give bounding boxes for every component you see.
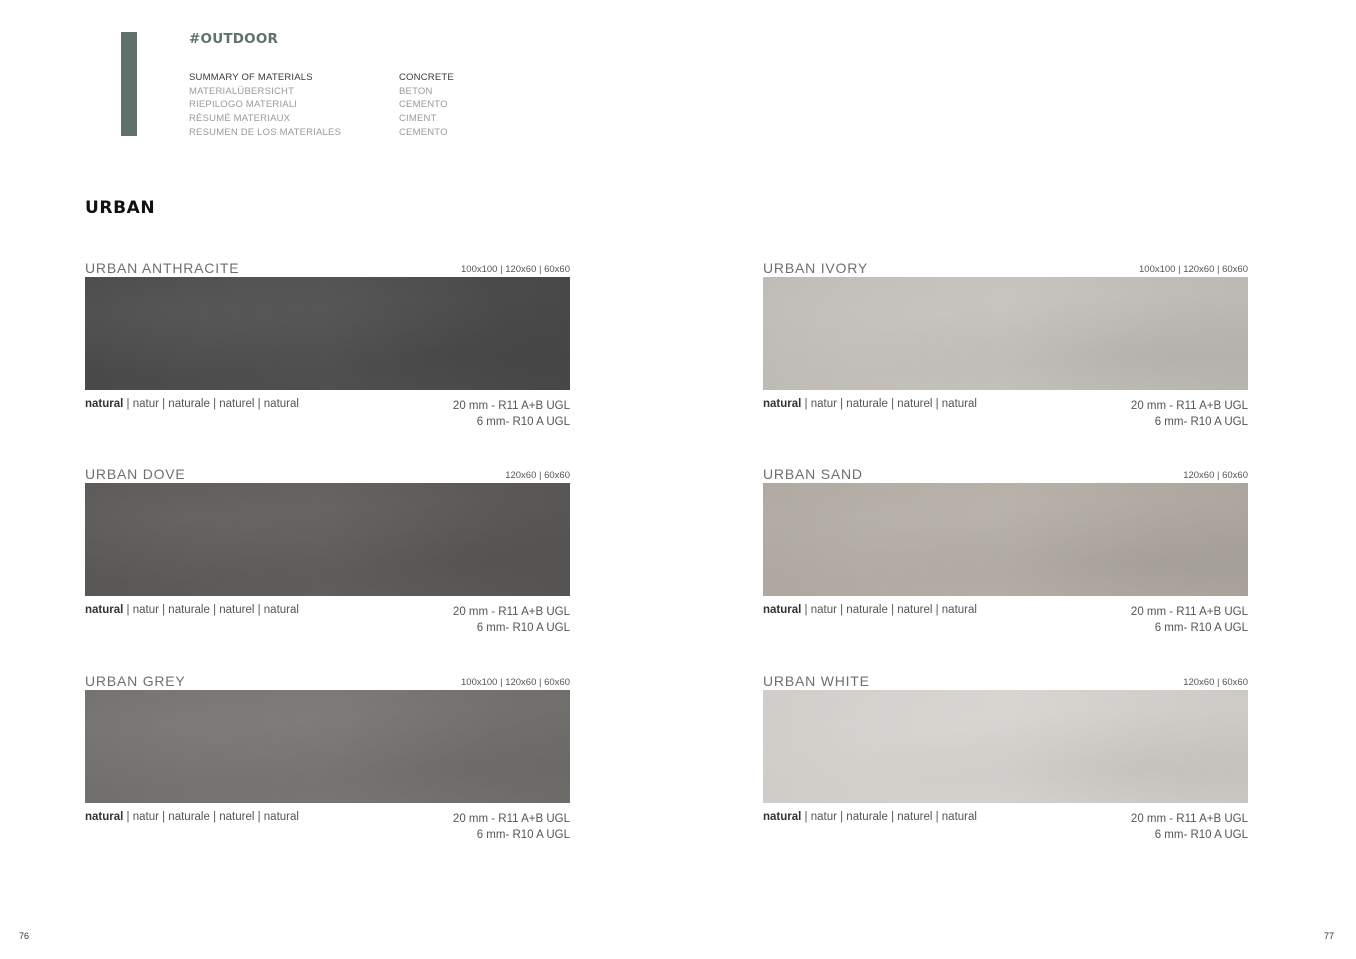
product-name: URBAN IVORY	[763, 260, 869, 276]
product-finish	[763, 811, 977, 823]
product-name: URBAN GREY	[85, 673, 186, 689]
product-finish	[763, 398, 977, 410]
product-swatch	[85, 690, 570, 803]
product-sizes: 120x60 | 60x60	[1183, 470, 1248, 481]
summary-values	[399, 71, 454, 140]
summary-label: RESUMEN DE LOS MATERIALES	[189, 126, 342, 138]
product-name: URBAN WHITE	[763, 673, 870, 689]
product-name: URBAN ANTHRACITE	[85, 260, 240, 276]
spec-line: 6 mm- R10 A UGL	[476, 416, 570, 428]
product-card-sand	[763, 466, 1248, 641]
finish-rest: | natur | naturale | naturel | natural	[801, 811, 977, 823]
spec-line: 20 mm - R11 A+B UGL	[1130, 813, 1248, 825]
product-card-white	[763, 673, 1248, 848]
product-swatch	[85, 277, 570, 390]
summary-label: SUMMARY OF MATERIALS	[189, 72, 313, 83]
spec-line: 6 mm- R10 A UGL	[476, 829, 570, 841]
product-finish	[85, 398, 299, 410]
finish-bold: natural	[85, 604, 124, 616]
product-swatch	[85, 483, 570, 596]
product-name: URBAN SAND	[763, 466, 863, 482]
spec-line: 20 mm - R11 A+B UGL	[452, 813, 570, 825]
spec-line: 6 mm- R10 A UGL	[1154, 416, 1248, 428]
product-card-dove	[85, 466, 570, 641]
finish-rest: | natur | naturale | naturel | natural	[801, 604, 977, 616]
finish-rest: | natur | naturale | naturel | natural	[123, 604, 299, 616]
spec-line: 20 mm - R11 A+B UGL	[1130, 606, 1248, 618]
summary-value: CEMENTO	[399, 99, 448, 111]
spec-line: 6 mm- R10 A UGL	[1154, 622, 1248, 634]
summary-value: BETON	[399, 85, 433, 97]
summary-label: RIEPILOGO MATERIALI	[189, 99, 298, 111]
spec-line: 20 mm - R11 A+B UGL	[452, 400, 570, 412]
summary-labels	[189, 71, 341, 140]
page-number-left: 76	[19, 931, 30, 941]
finish-rest: | natur | naturale | naturel | natural	[123, 398, 299, 410]
finish-bold: natural	[763, 811, 802, 823]
finish-rest: | natur | naturale | naturel | natural	[123, 811, 299, 823]
finish-rest: | natur | naturale | naturel | natural	[801, 398, 977, 410]
summary-value: CIMENT	[399, 113, 437, 125]
product-specs	[453, 811, 570, 843]
product-sizes: 100x100 | 120x60 | 60x60	[461, 677, 570, 688]
product-name: URBAN DOVE	[85, 466, 186, 482]
summary-label: MATERIALÜBERSICHT	[189, 85, 295, 97]
product-finish	[85, 811, 299, 823]
product-card-ivory	[763, 260, 1248, 435]
product-sizes: 120x60 | 60x60	[505, 470, 570, 481]
product-specs	[1131, 811, 1248, 843]
finish-bold: natural	[763, 398, 802, 410]
product-sizes: 120x60 | 60x60	[1183, 677, 1248, 688]
spec-line: 6 mm- R10 A UGL	[476, 622, 570, 634]
product-specs	[1131, 398, 1248, 430]
product-card-anthracite	[85, 260, 570, 435]
product-specs	[453, 398, 570, 430]
finish-bold: natural	[85, 398, 124, 410]
summary-label: RÉSUMÉ MATERIAUX	[189, 113, 291, 125]
product-specs	[1131, 604, 1248, 636]
spec-line: 20 mm - R11 A+B UGL	[452, 606, 570, 618]
section-title: URBAN	[85, 198, 156, 218]
product-finish	[85, 604, 299, 616]
product-swatch	[763, 277, 1248, 390]
summary-value: CONCRETE	[399, 72, 454, 83]
finish-bold: natural	[763, 604, 802, 616]
spec-line: 6 mm- R10 A UGL	[1154, 829, 1248, 841]
accent-bar	[121, 32, 137, 136]
product-card-grey	[85, 673, 570, 848]
product-swatch	[763, 483, 1248, 596]
product-sizes: 100x100 | 120x60 | 60x60	[461, 264, 570, 275]
product-finish	[763, 604, 977, 616]
category-tag: #OUTDOOR	[189, 31, 279, 47]
product-specs	[453, 604, 570, 636]
page-number-right: 77	[1323, 931, 1334, 941]
product-sizes: 100x100 | 120x60 | 60x60	[1139, 264, 1248, 275]
product-swatch	[763, 690, 1248, 803]
summary-value: CEMENTO	[399, 126, 448, 138]
finish-bold: natural	[85, 811, 124, 823]
spec-line: 20 mm - R11 A+B UGL	[1130, 400, 1248, 412]
